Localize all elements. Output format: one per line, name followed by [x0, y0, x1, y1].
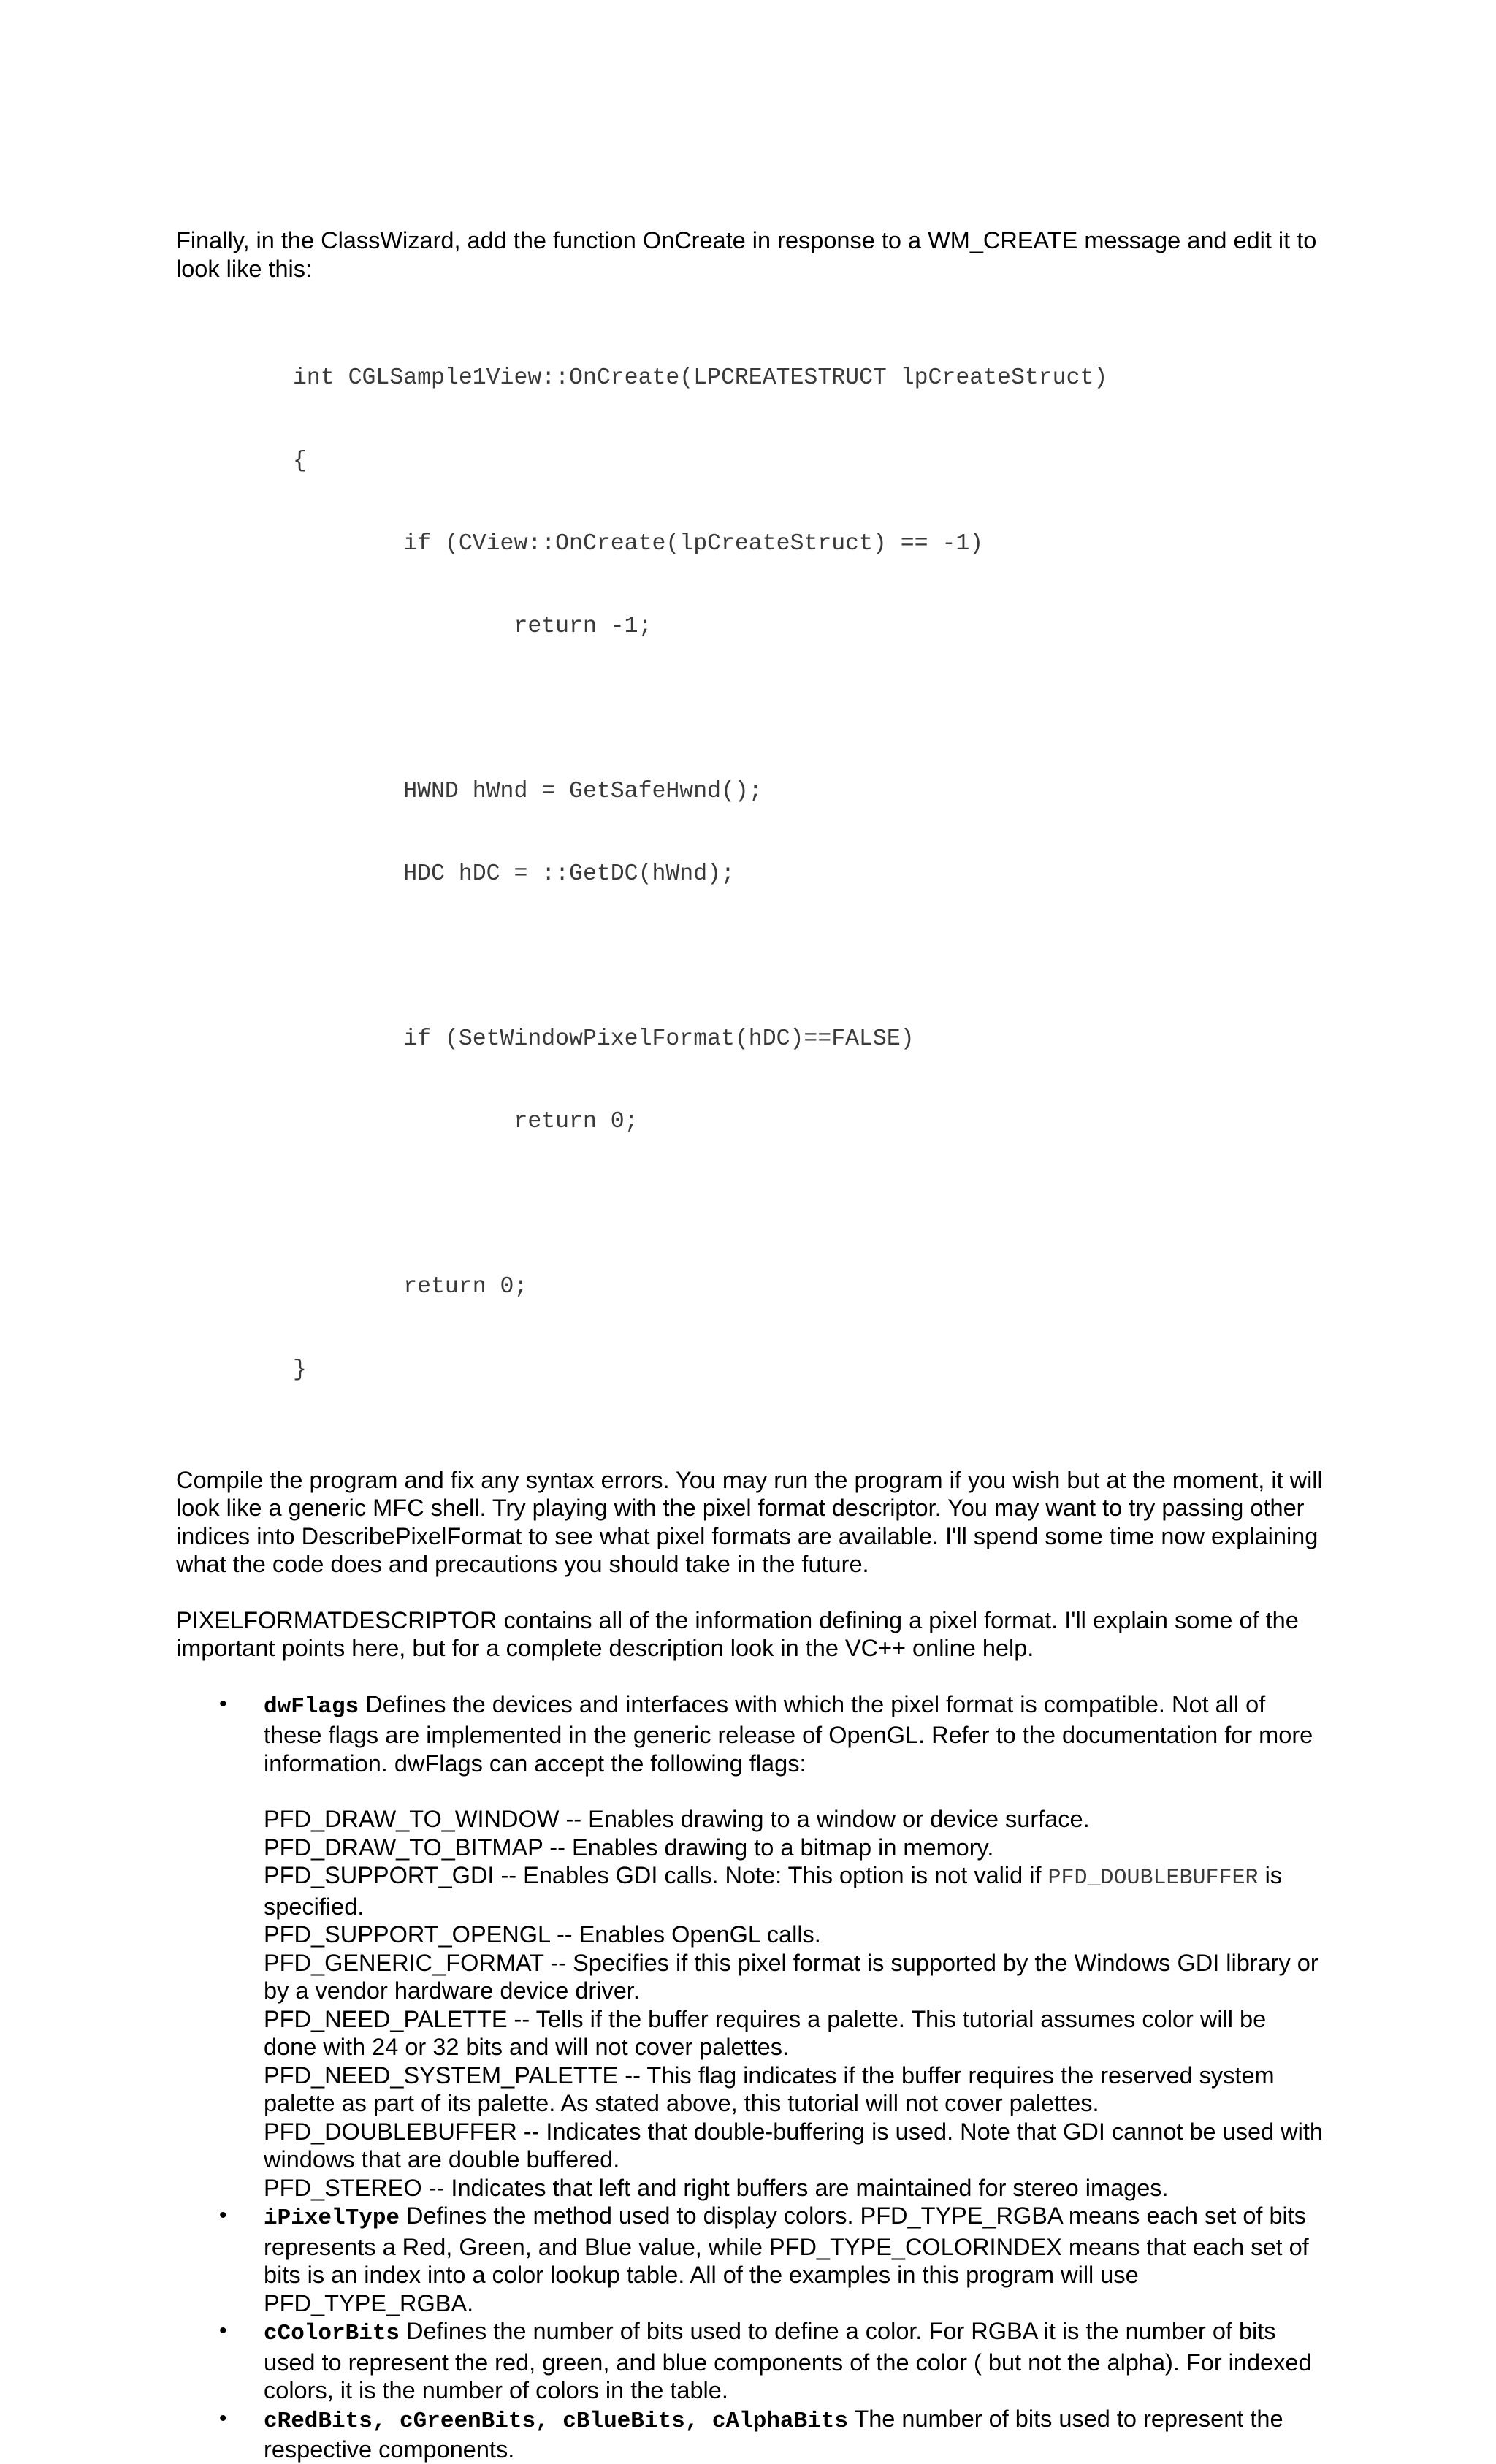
code-line: HWND hWnd = GetSafeHwnd();	[293, 778, 763, 804]
flag-item: PFD_GENERIC_FORMAT -- Specifies if this pixel format is supported by the Windows GDI library or by a vendor hardware device driver.	[264, 1949, 1318, 2005]
flag-list	[264, 1805, 1323, 2202]
list-item-dwflags	[176, 1690, 1323, 2202]
flag-item: PFD_STEREO -- Indicates that left and right buffers are maintained for stereo images.	[264, 2174, 1169, 2201]
code-line: return 0;	[293, 1274, 528, 1300]
field-term: dwFlags	[264, 1693, 359, 1720]
intro-paragraph: Finally, in the ClassWizard, add the function OnCreate in response to a WM_CREATE message and edit it to look like this:	[176, 227, 1317, 282]
document-page	[176, 226, 1323, 2464]
field-list	[176, 1690, 1323, 2464]
code-line: HDC hDC = ::GetDC(hWnd);	[293, 861, 735, 887]
code-line: int CGLSample1View::OnCreate(LPCREATESTRUCT lpCreateStruct)	[293, 365, 1108, 392]
code-line: return 0;	[293, 1109, 638, 1135]
field-description: Defines the method used to display colors. PFD_TYPE_RGBA means each set of bits represents a Red, Green, and Blue value, while PFD_TYPE_COLORINDEX means that each set of bits is an index into a color lookup table. All of the examples in this program will use PFD_TYPE_RGBA.	[264, 2202, 1309, 2316]
code-line: return -1;	[293, 613, 652, 639]
field-description: Defines the devices and interfaces with which the pixel format is compatible. Not all of these flags are implemented in the generic release of OpenGL. Refer to the documentation for more information. dwFlags can accept the following flags:	[264, 1690, 1313, 1777]
bullet-icon: •	[219, 2319, 227, 2343]
list-item-ccolorbits	[176, 2317, 1323, 2405]
field-term: iPixelType	[264, 2205, 400, 2232]
inline-code: PFD_DOUBLEBUFFER	[1047, 1866, 1259, 1891]
list-item-ipixeltype	[176, 2202, 1323, 2317]
flag-item: PFD_DRAW_TO_WINDOW -- Enables drawing to a window or device surface.	[264, 1806, 1090, 1833]
code-listing	[293, 310, 1323, 1439]
code-line: {	[293, 448, 307, 474]
flag-item: PFD_DRAW_TO_BITMAP -- Enables drawing to a bitmap in memory.	[264, 1834, 994, 1861]
pfd-paragraph: PIXELFORMATDESCRIPTOR contains all of the information defining a pixel format. I'll explain some of the important points here, but for a complete description look in the VC++ online help.	[176, 1606, 1299, 1662]
flag-item: PFD_NEED_PALETTE -- Tells if the buffer requires a palette. This tutorial assumes color will be done with 24 or 32 bits and will not cover palettes.	[264, 2005, 1267, 2061]
code-line	[293, 1191, 1323, 1218]
flag-item: PFD_NEED_SYSTEM_PALETTE -- This flag indicates if the buffer requires the reserved system palette as part of its palette. As stated above, this tutorial will not cover palettes.	[264, 2061, 1275, 2117]
bullet-icon: •	[219, 2406, 227, 2430]
bullet-icon: •	[219, 2203, 227, 2228]
code-line: if (SetWindowPixelFormat(hDC)==FALSE)	[293, 1026, 915, 1053]
flag-item: PFD_SUPPORT_OPENGL -- Enables OpenGL calls.	[264, 1921, 821, 1948]
code-line: if (CView::OnCreate(lpCreateStruct) == -1)	[293, 530, 984, 557]
code-line	[293, 695, 1323, 723]
field-description: The number of bits used to represent the respective components.	[264, 2405, 1283, 2463]
flag-text: is specified.	[264, 1862, 1283, 1920]
flag-text: PFD_SUPPORT_GDI -- Enables GDI calls. Note: This option is not valid if	[264, 1862, 1048, 1889]
field-term: cColorBits	[264, 2321, 400, 2347]
field-description: Defines the number of bits used to define a color. For RGBA it is the number of bits used to represent the red, green, and blue components of the color ( but not the alpha). For indexed colors, it is the number of colors in the table.	[264, 2318, 1312, 2404]
flag-item-support-gdi	[264, 1861, 1323, 1921]
bullet-icon: •	[219, 1691, 227, 1716]
compile-paragraph: Compile the program and fix any syntax errors. You may run the program if you wish but at the moment, it will look like a generic MFC shell. Try playing with the pixel format descriptor. You may want to try passing other indices into DescribePixelFormat to see what pixel formats are available. I'll spend some time now explaining what the code does and precautions you should take in the future.	[176, 1466, 1323, 1578]
flag-item: PFD_DOUBLEBUFFER -- Indicates that double-buffering is used. Note that GDI cannot be used with windows that are double buffered.	[264, 2118, 1323, 2173]
code-line: }	[293, 1357, 307, 1383]
field-term: cRedBits, cGreenBits, cBlueBits, cAlphaBits	[264, 2408, 848, 2434]
code-line	[293, 943, 1323, 971]
list-item-component-bits	[176, 2405, 1323, 2464]
